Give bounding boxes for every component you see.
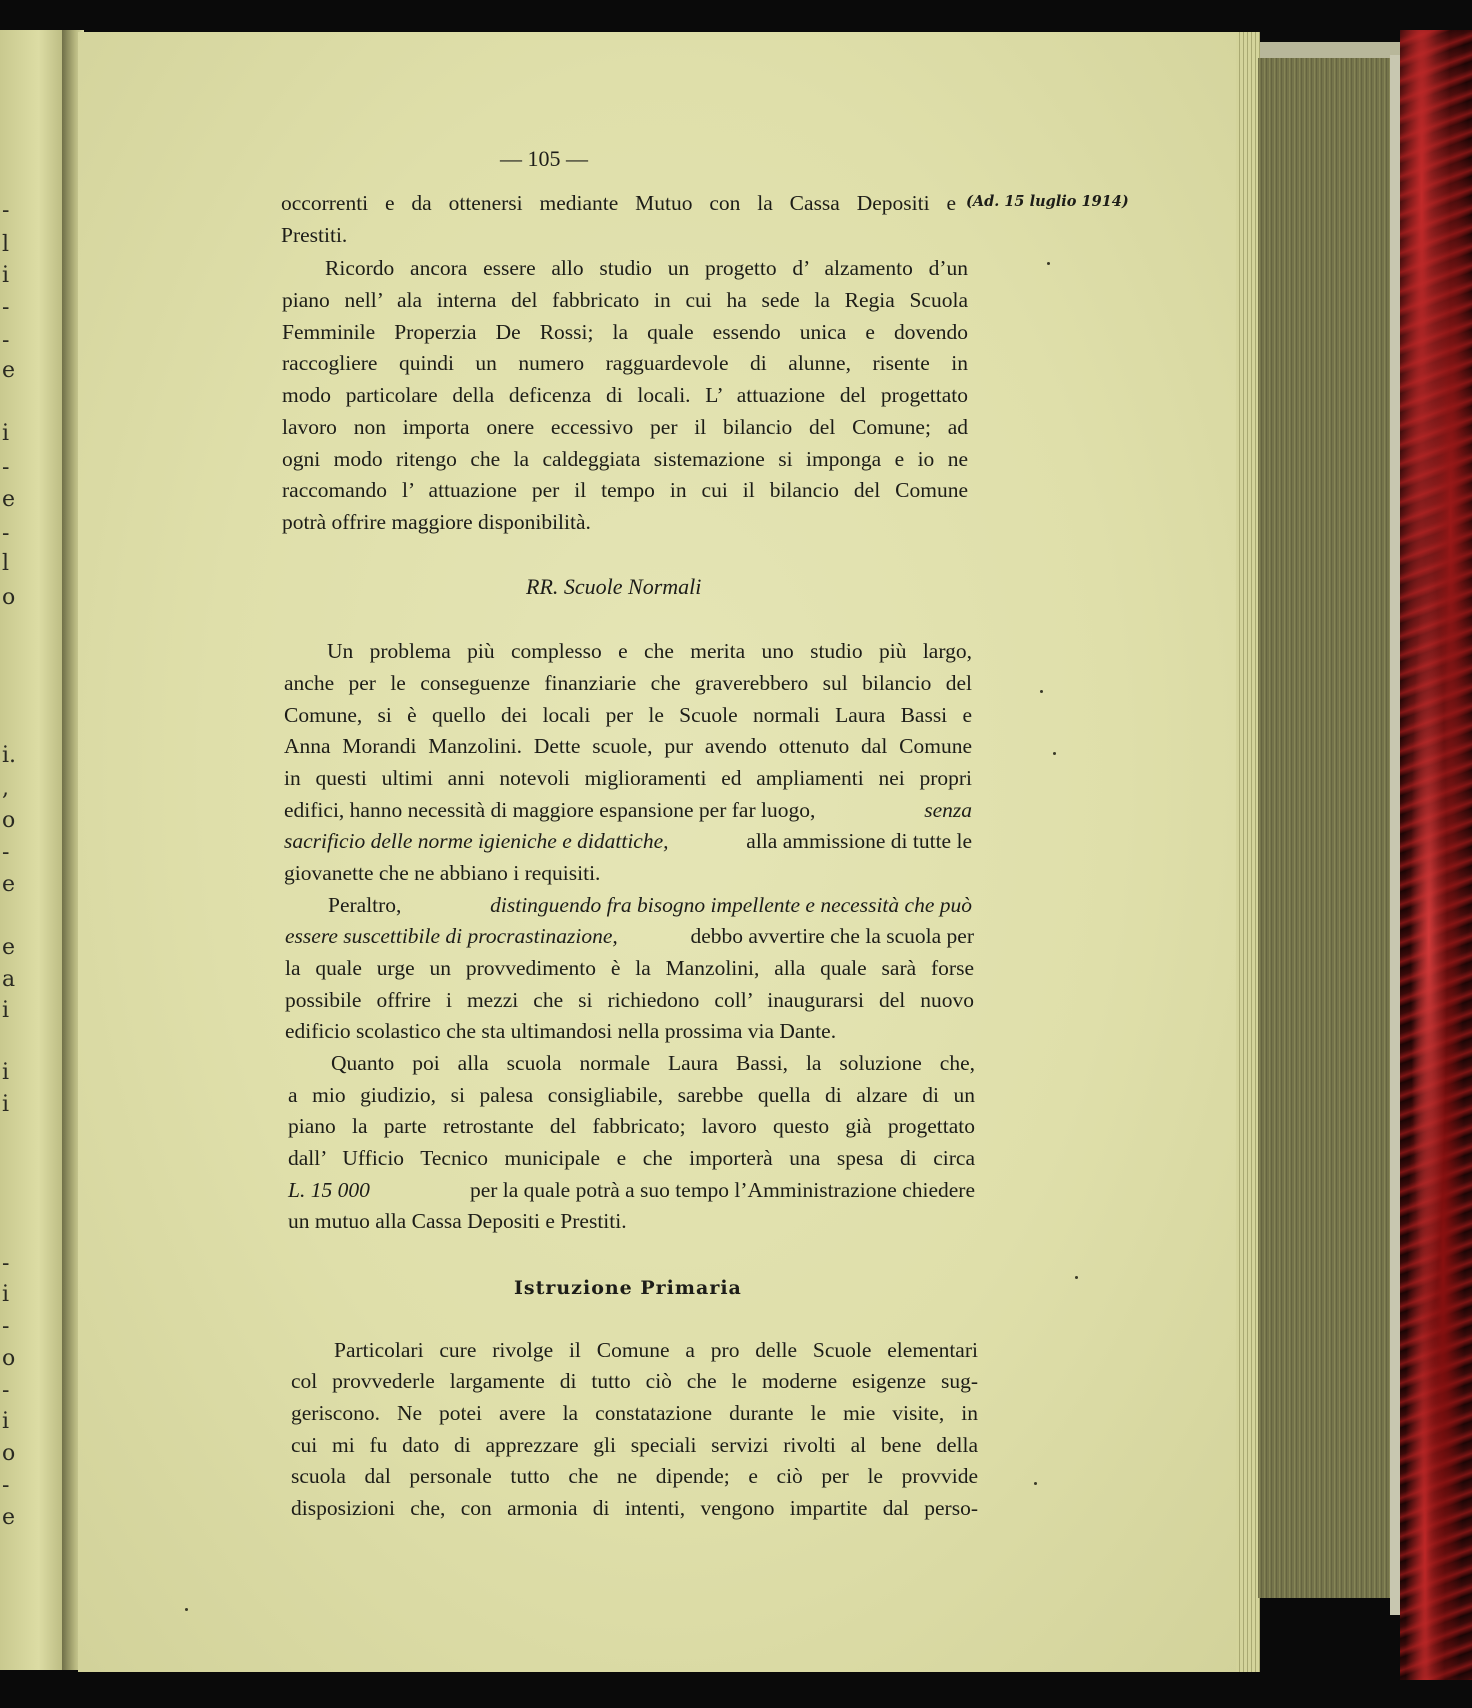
section-heading-istruzione-primaria: Istruzione Primaria (514, 1277, 742, 1299)
text-line: geriscono. Ne potei avere la constatazione durante le mie visite, in (291, 1401, 978, 1425)
left-page-fragment: - (2, 521, 10, 546)
marbled-cover (1400, 30, 1472, 1680)
left-page-fragment: o (2, 1441, 16, 1466)
scan-speck (1075, 1276, 1078, 1279)
text-line: raccomando l’ attuazione per il tempo in cui il bilancio del Comune (282, 478, 968, 502)
text-line (285, 926, 974, 948)
text-line (284, 831, 972, 853)
italic-text-span: sacrificio delle norme igieniche e didattiche, (284, 829, 669, 853)
text-line: dall’ Ufficio Tecnico municipale e che importerà una spesa di circa (288, 1146, 975, 1170)
left-page-fragment: o (2, 585, 16, 610)
scan-speck (1040, 690, 1043, 693)
text-line: a mio giudizio, si palesa consigliabile, sarebbe quella di alzare di un (288, 1083, 975, 1107)
left-page-fragment: - (2, 1378, 10, 1403)
text-line: raccogliere quindi un numero ragguardevole di alunne, risente in (282, 351, 968, 375)
text-line: Un problema più complesso e che merita uno studio più largo, (327, 639, 972, 663)
left-page-fragment: - (2, 295, 10, 320)
left-page-fragment: o (2, 1346, 16, 1371)
text-line: piano la parte retrostante del fabbricato; lavoro questo già progettato (288, 1114, 975, 1138)
scan-speck (185, 1608, 188, 1611)
text-span: debbo avvertire che la scuola per (690, 924, 974, 948)
left-page-fragment: o (2, 808, 16, 833)
text-span: alla ammissione di tutte le (746, 829, 972, 853)
text-line: un mutuo alla Cassa Depositi e Prestiti. (288, 1209, 627, 1233)
left-page-fragment: i (2, 1409, 10, 1434)
left-page-fragment: , (2, 776, 9, 801)
left-page-fragment: a (2, 967, 16, 992)
italic-amount-span: L. 15 000 (288, 1178, 370, 1202)
text-line: anche per le conseguenze finanziarie che graverebbero sul bilancio del (284, 671, 972, 695)
text-line: Comune, si è quello dei locali per le Scuole normali Laura Bassi e (284, 703, 972, 727)
text-line: Prestiti. (281, 223, 348, 247)
text-line: cui mi fu dato di apprezzare gli speciali servizi rivolti al bene della (291, 1433, 978, 1457)
left-page-fragment: - (2, 1314, 10, 1339)
left-page-fragment: - (2, 840, 10, 865)
text-span: Peraltro, (328, 893, 402, 917)
italic-text-span: senza (924, 798, 972, 822)
text-line: in questi ultimi anni notevoli miglioramenti ed ampliamenti nei propri (284, 766, 972, 790)
scan-speck (1053, 752, 1056, 755)
text-line: Particolari cure rivolge il Comune a pro delle Scuole elementari (334, 1338, 978, 1362)
text-line: possibile offrire i mezzi che si richiedono coll’ inaugurarsi del nuovo (285, 988, 974, 1012)
text-line: lavoro non importa onere eccessivo per il bilancio del Comune; ad (282, 415, 968, 439)
text-line: piano nell’ ala interna del fabbricato in cui ha sede la Regia Scuola (282, 288, 968, 312)
left-page-fragment: i (2, 263, 10, 288)
left-page-fragment: i (2, 1282, 10, 1307)
text-line: potrà offrire maggiore disponibilità. (282, 510, 591, 534)
text-line (328, 895, 972, 917)
text-line: Quanto poi alla scuola normale Laura Bassi, la soluzione che, (331, 1051, 975, 1075)
text-line: occorrenti e da ottenersi mediante Mutuo con la Cassa Depositi e (281, 191, 956, 215)
text-line: giovanette che ne abbiano i requisiti. (284, 861, 601, 885)
left-page-fragment: l (2, 551, 10, 576)
left-page-fragment: i (2, 1060, 10, 1085)
scan-speck (1047, 262, 1050, 265)
italic-text-span: distinguendo fra bisogno impellente e necessità che può (490, 893, 972, 917)
left-page-fragment: e (2, 487, 16, 512)
left-page-fragment: l (2, 232, 10, 257)
left-page-fragment: i. (2, 743, 17, 768)
left-page-fragment: - (2, 198, 10, 223)
text-line (284, 800, 972, 822)
left-page-fragment: e (2, 358, 16, 383)
left-page-fragment: - (2, 328, 10, 353)
section-heading-scuole-normali: RR. Scuole Normali (526, 574, 702, 599)
text-span: edifici, hanno necessità di maggiore espansione per far luogo, (284, 798, 816, 822)
text-line: ogni modo ritengo che la caldeggiata sistemazione si imponga e io ne (282, 447, 968, 471)
page-leaf-edges (1236, 32, 1260, 1672)
text-line (288, 1180, 975, 1202)
left-page-fragment: e (2, 872, 16, 897)
left-page-fragment: i (2, 998, 10, 1023)
italic-text-span: essere suscettibile di procrastinazione, (285, 924, 618, 948)
text-line: Ricordo ancora essere allo studio un progetto d’ alzamento d’un (325, 256, 968, 280)
book-block-edge (1258, 58, 1392, 1598)
text-line: Anna Morandi Manzolini. Dette scuole, pur avendo ottenuto dal Comune (284, 734, 972, 758)
left-page-fragment: e (2, 1505, 16, 1530)
left-page-fragment: - (2, 1473, 10, 1498)
text-line: col provvederle largamente di tutto ciò che le moderne esigenze sug- (291, 1369, 978, 1393)
text-line: Femminile Properzia De Rossi; la quale essendo unica e dovendo (282, 320, 968, 344)
left-page-fragment: e (2, 935, 16, 960)
text-line: disposizioni che, con armonia di intenti, vengono impartite dal perso- (291, 1496, 978, 1520)
left-page-fragment: i (2, 421, 10, 446)
left-page-fragment: - (2, 1251, 10, 1276)
margin-note: (Ad. 15 luglio 1914) (966, 193, 1129, 210)
left-facing-page (0, 30, 70, 1670)
text-line: la quale urge un provvedimento è la Manzolini, alla quale sarà forse (285, 956, 974, 980)
text-line: edificio scolastico che sta ultimandosi nella prossima via Dante. (285, 1019, 837, 1043)
left-page-fragment: - (2, 455, 10, 480)
left-page-fragment: i (2, 1092, 10, 1117)
page-number: — 105 — (500, 146, 588, 171)
text-line: modo particolare della deficenza di locali. L’ attuazione del progettato (282, 383, 968, 407)
text-line: scuola dal personale tutto che ne dipende; e ciò per le provvide (291, 1464, 978, 1488)
text-span: per la quale potrà a suo tempo l’Amministrazione chiedere (469, 1178, 975, 1202)
scan-speck (1034, 1482, 1037, 1485)
